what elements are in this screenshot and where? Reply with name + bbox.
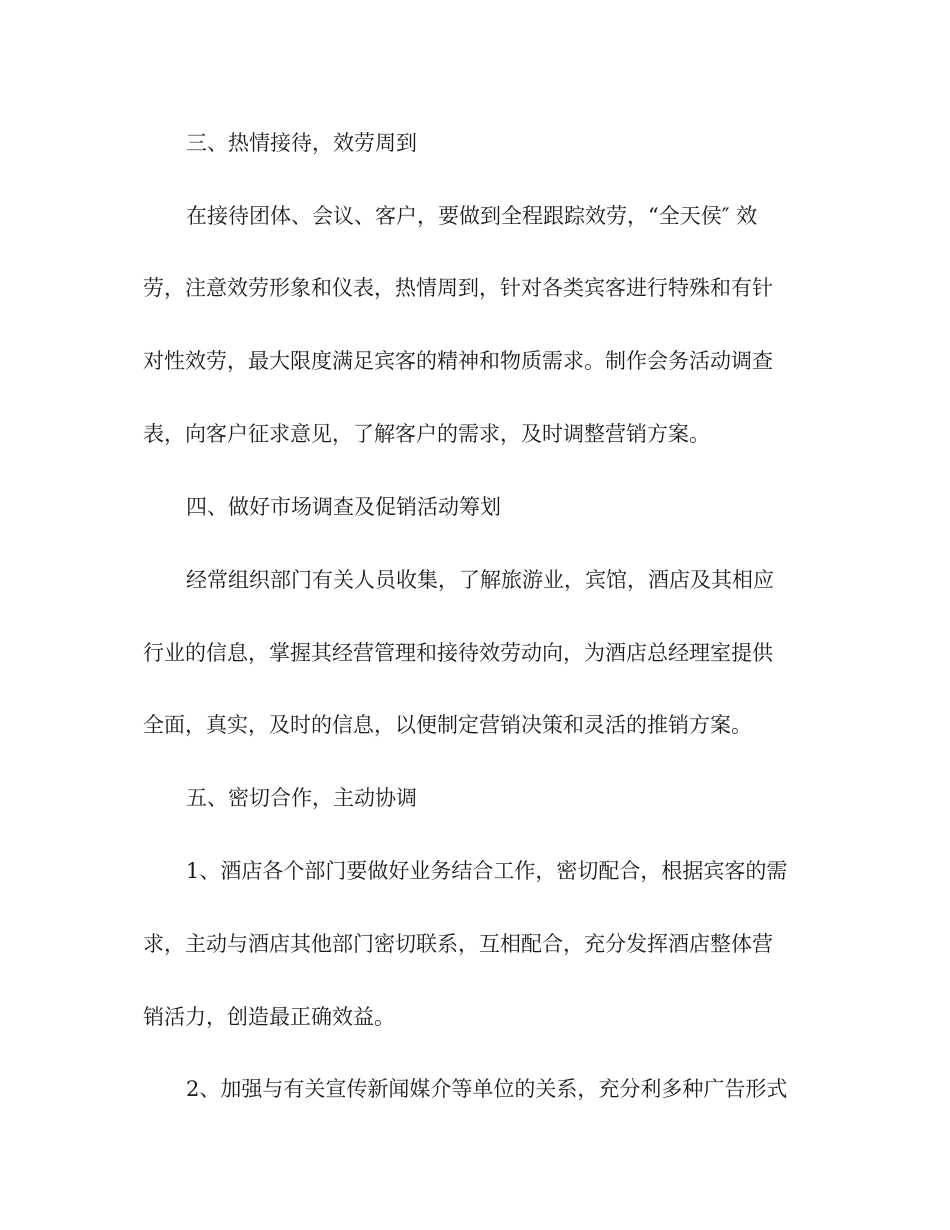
paragraph-line: 经常组织部门有关人员收集，了解旅游业，宾馆，酒店及其相应 [186, 568, 774, 592]
paragraph-line: 销活力，创造最正确效益。 [143, 1005, 395, 1029]
section-heading-5: 五、密切合作，主动协调 [186, 786, 417, 810]
paragraph-line: 求，主动与酒店其他部门密切联系，互相配合，充分发挥酒店整体营 [143, 932, 773, 956]
section-heading-4: 四、做好市场调查及促销活动筹划 [186, 495, 501, 519]
paragraph-line: 对性效劳，最大限度满足宾客的精神和物质需求。制作会务活动调查 [143, 349, 773, 373]
paragraph-line: 行业的信息，掌握其经营管理和接待效劳动向，为酒店总经理室提供 [143, 641, 773, 665]
paragraph-line: 全面，真实，及时的信息，以便制定营销决策和灵活的推销方案。 [143, 713, 752, 737]
paragraph-line: 1、酒店各个部门要做好业务结合工作，密切配合，根据宾客的需 [186, 859, 788, 883]
paragraph-line: 在接待团体、会议、客户，要做到全程跟踪效劳，“全天侯″ 效 [186, 204, 758, 228]
paragraph-line: 劳，注意效劳形象和仪表，热情周到，针对各类宾客进行特殊和有针 [143, 276, 773, 300]
paragraph-line: 表，向客户征求意见，了解客户的需求，及时调整营销方案。 [143, 422, 710, 446]
paragraph-line: 2、加强与有关宣传新闻媒介等单位的关系，充分利多种广告形式 [186, 1077, 788, 1101]
section-heading-3: 三、热情接待，效劳周到 [186, 131, 417, 155]
